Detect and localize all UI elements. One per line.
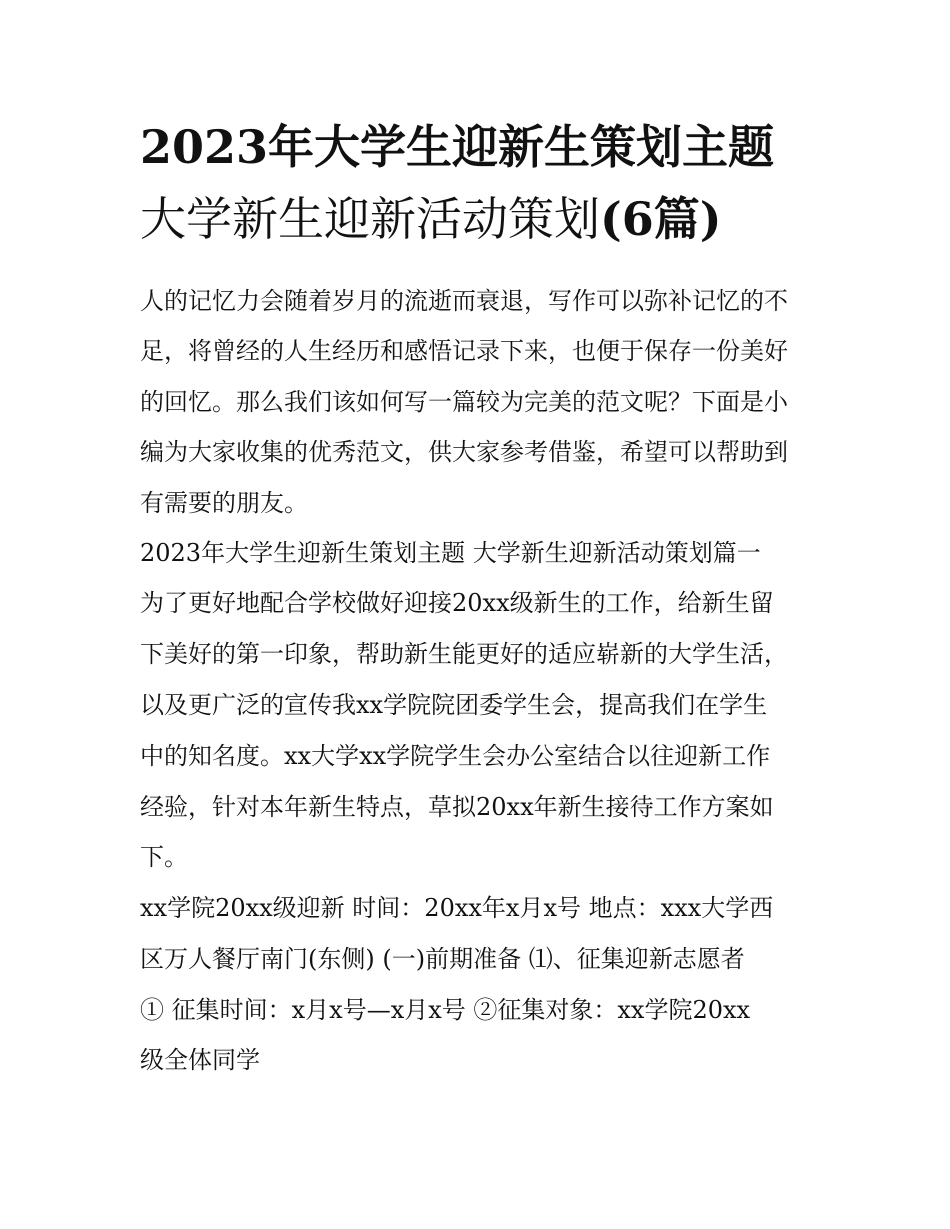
body-line: 中的知名度。xx大学xx学院学生会办公室结合以往迎新工作 [140,742,771,770]
section-heading: 2023年大学生迎新生策划主题 大学新生迎新活动策划篇一 [140,539,761,567]
document-title-count: (6篇) [600,192,722,246]
intro-line: 足，将曾经的人生经历和感悟记录下来，也便于保存一份美好 [140,337,788,365]
intro-line: 有需要的朋友。 [140,489,308,517]
document-title-line-2-text: 大学新生迎新活动策划 [140,192,600,246]
body-line: 下。 [140,843,188,871]
detail-line: 级全体同学 [140,1046,260,1074]
intro-line: 人的记忆力会随着岁月的流逝而衰退，写作可以弥补记忆的不 [140,287,788,315]
document-title-line-1: 2023年大学生迎新生策划主题 [140,120,775,174]
detail-line: 区万人餐厅南门(东侧) (一)前期准备 ⑴、征集迎新志愿者 [140,945,745,973]
intro-line: 的回忆。那么我们该如何写一篇较为完美的范文呢？下面是小 [140,388,788,416]
detail-line: ① 征集时间：x月x号—x月x号 ②征集对象：xx学院20xx [140,996,751,1024]
body-line: 经验，针对本年新生特点，草拟20xx年新生接待工作方案如 [140,793,774,821]
document-title-line-2 [140,192,722,246]
body-line: 为了更好地配合学校做好迎接20xx级新生的工作，给新生留 [140,589,774,617]
body-line: 下美好的第一印象，帮助新生能更好的适应崭新的大学生活， [140,640,788,668]
intro-line: 编为大家收集的优秀范文，供大家参考借鉴，希望可以帮助到 [140,438,788,466]
detail-line: xx学院20xx级迎新 时间：20xx年x月x号 地点：xxx大学西 [140,894,774,922]
body-line: 以及更广泛的宣传我xx学院院团委学生会，提高我们在学生 [140,691,768,719]
